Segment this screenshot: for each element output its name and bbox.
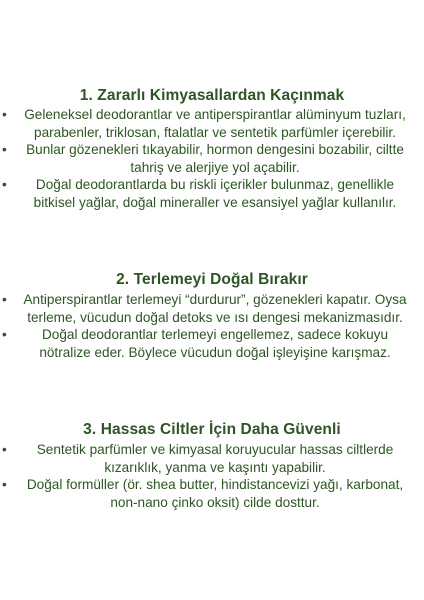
bullet-icon: • xyxy=(2,107,7,122)
bullet-icon: • xyxy=(2,477,7,492)
bullet-icon: • xyxy=(2,177,7,192)
section-title: 2. Terlemeyi Doğal Bırakır xyxy=(116,271,308,288)
bullet-text: Antiperspirantlar terlemeyi “durdurur”, gözenekleri kapatır. Oysa terleme, vücudun doğal detoks ve ısı dengesi mekanizmasıdır. xyxy=(23,292,407,325)
bullet-item xyxy=(0,106,424,141)
bullet-icon: • xyxy=(2,442,7,457)
bullet-text: Doğal deodorantlarda bu riskli içerikler bulunmaz, genellikle bitkisel yağlar, doğal mineraller ve esansiyel yağlar kullanılır. xyxy=(33,177,397,210)
bullet-text: Sentetik parfümler ve kimyasal koruyucular hassas ciltlerde kızarıklık, yanma ve kaşıntı yapabilir. xyxy=(36,442,394,475)
section-terlemeyi-dogal xyxy=(0,270,424,361)
bullet-icon: • xyxy=(2,327,7,342)
bullet-list xyxy=(0,441,424,511)
bullet-text: Doğal formüller (ör. shea butter, hindistancevizi yağı, karbonat, non-nano çinko oksit) cilde dosttur. xyxy=(26,477,404,510)
bullet-list xyxy=(0,106,424,211)
bullet-list xyxy=(0,291,424,361)
bullet-item xyxy=(0,291,424,326)
bullet-icon: • xyxy=(2,142,7,157)
section-title: 1. Zararlı Kimyasallardan Kaçınmak xyxy=(79,87,345,104)
bullet-text: Doğal deodorantlar terlemeyi engellemez, sadece kokuyu nötralize eder. Böylece vücudun doğal işleyişine karışmaz. xyxy=(39,327,391,360)
bullet-item xyxy=(0,441,424,476)
section-hassas-ciltler xyxy=(0,420,424,511)
bullet-text: Geleneksel deodorantlar ve antiperspirantlar alüminyum tuzları, parabenler, triklosan, ftalatlar ve sentetik parfümler içerebilir. xyxy=(24,107,406,140)
section-title: 3. Hassas Ciltler İçin Daha Güvenli xyxy=(83,421,341,438)
bullet-icon: • xyxy=(2,292,7,307)
bullet-item xyxy=(0,476,424,511)
section-zararli-kimyasallar xyxy=(0,86,424,211)
bullet-item xyxy=(0,141,424,176)
bullet-item xyxy=(0,326,424,361)
bullet-text: Bunlar gözenekleri tıkayabilir, hormon dengesini bozabilir, ciltte tahriş ve alerjiye yol açabilir. xyxy=(26,142,404,175)
bullet-item xyxy=(0,176,424,211)
